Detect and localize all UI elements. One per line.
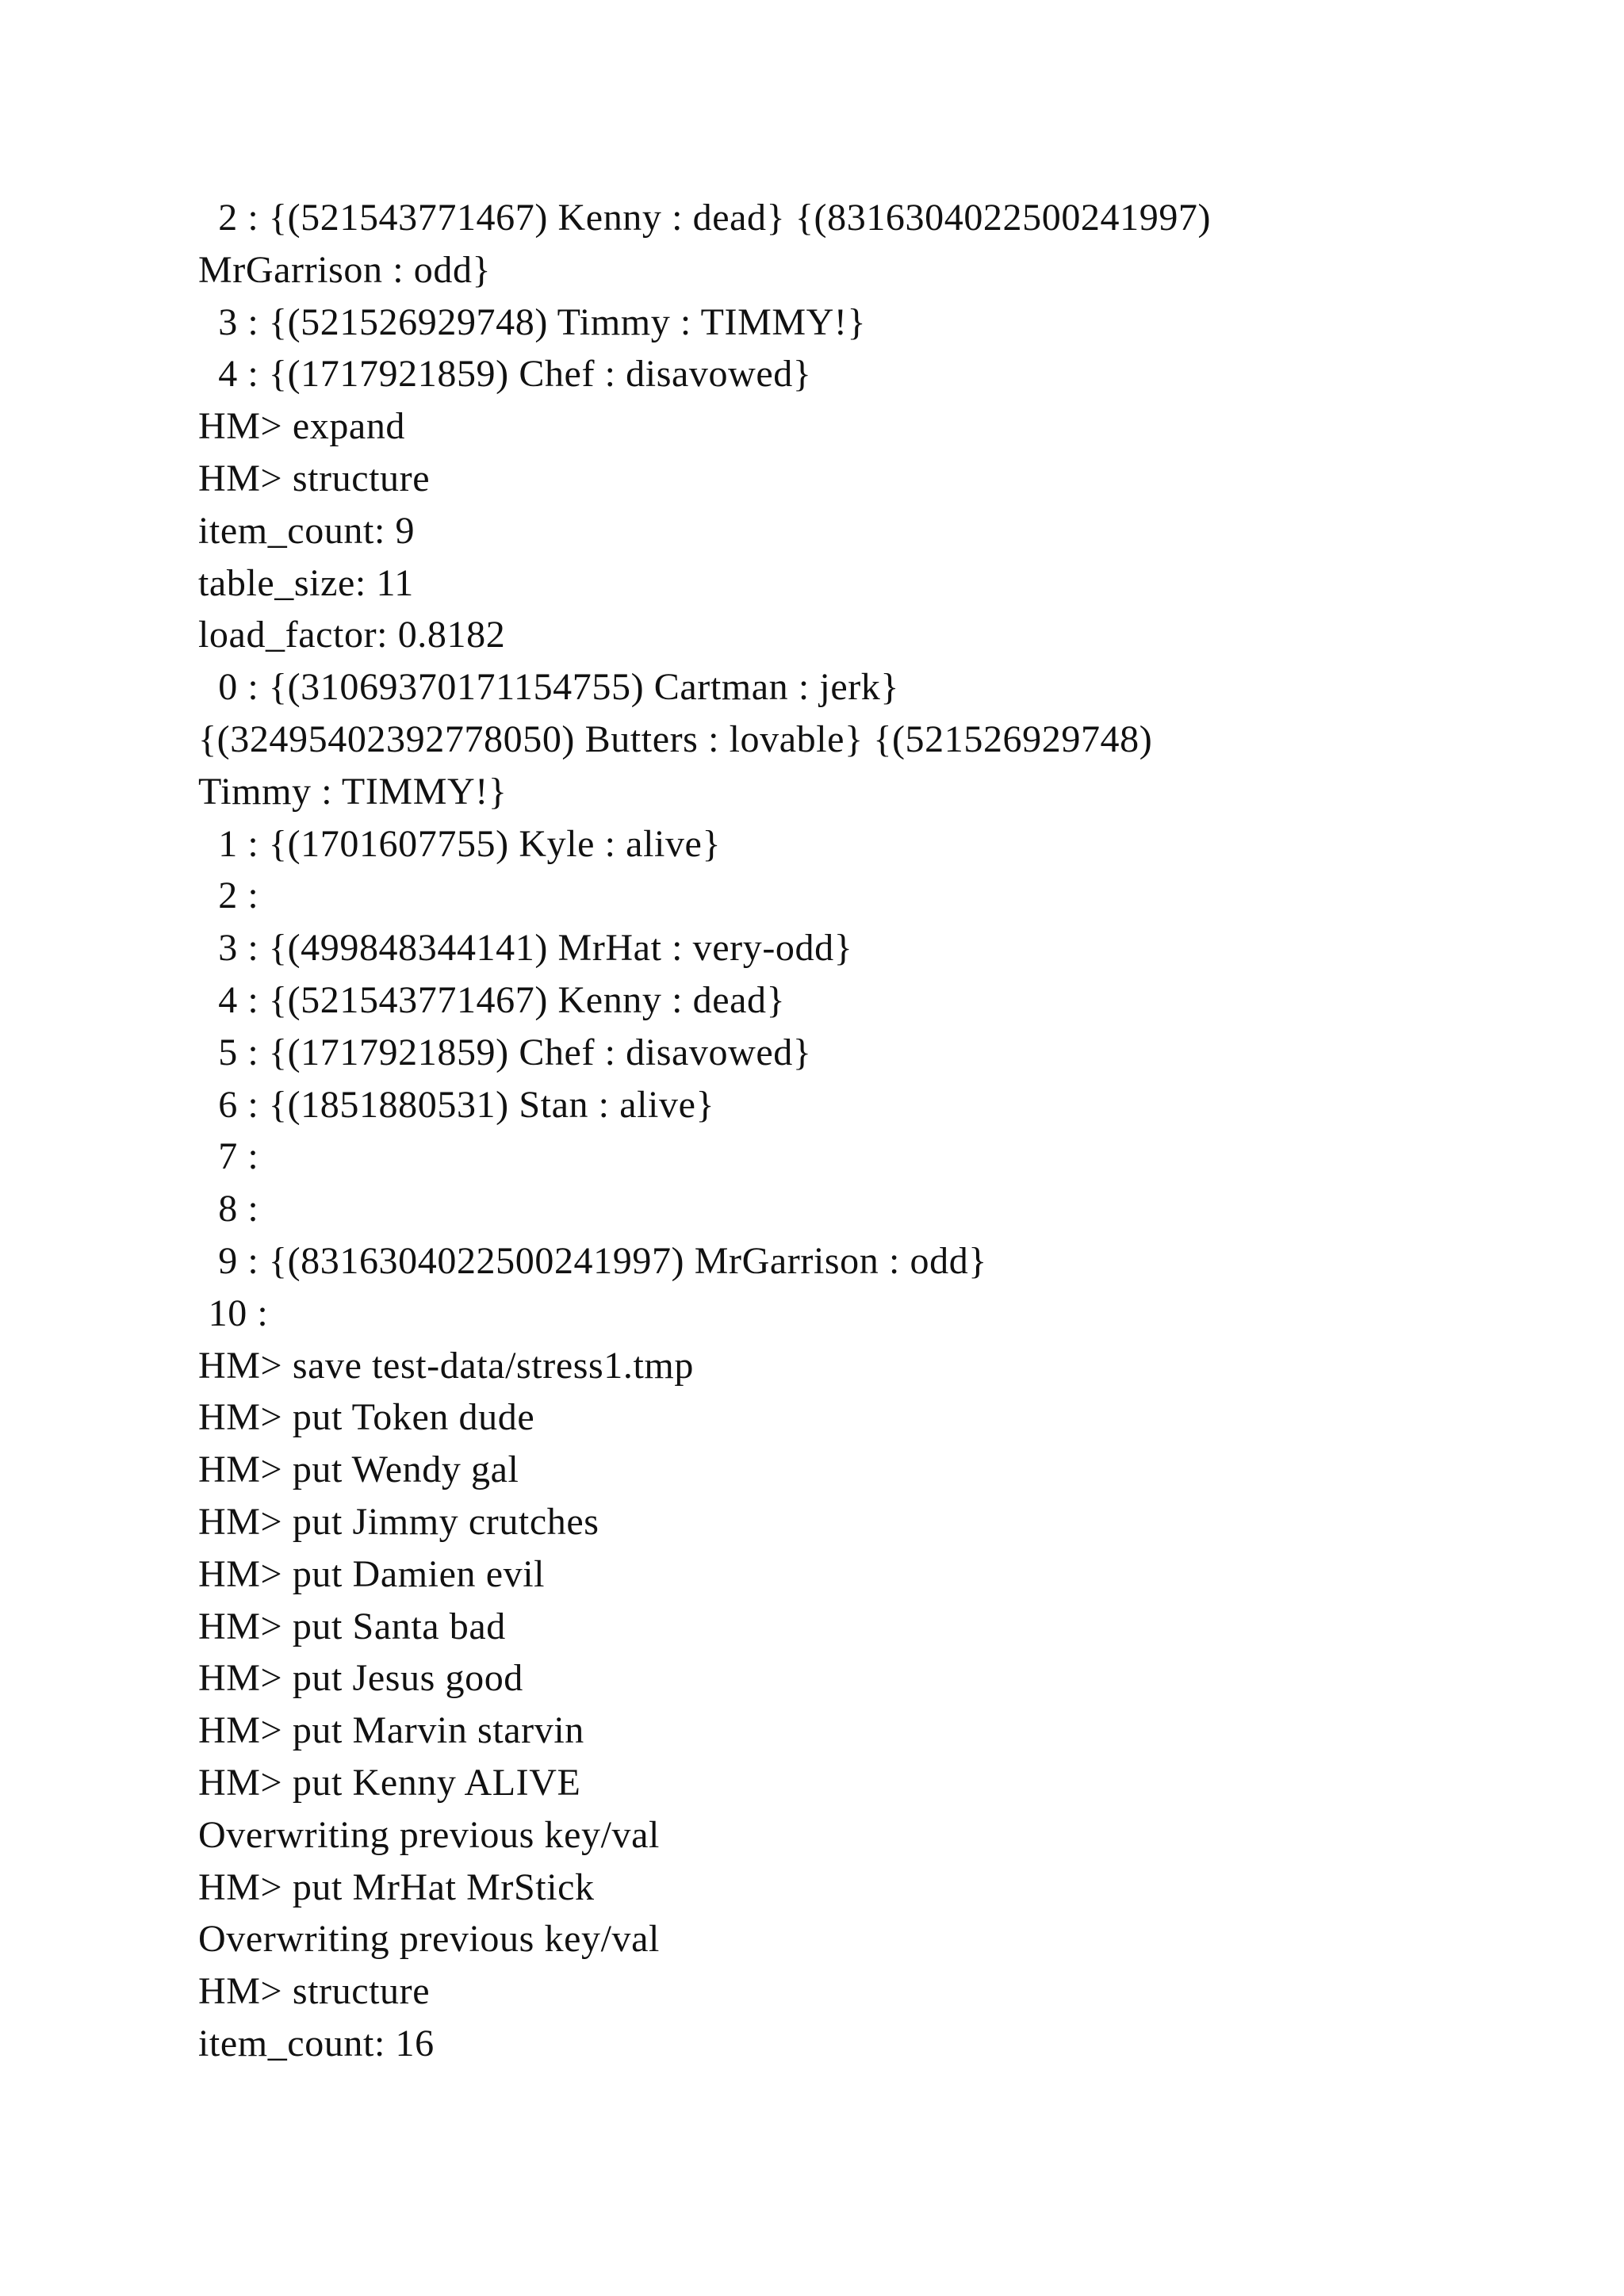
transcript-line: 6 : {(1851880531) Stan : alive}	[198, 1083, 715, 1126]
transcript-line: 4 : {(521543771467) Kenny : dead}	[198, 978, 786, 1021]
transcript-line: table_size: 11	[198, 561, 414, 604]
transcript-line: HM> put Token dude	[198, 1396, 535, 1439]
transcript-line: 5 : {(1717921859) Chef : disavowed}	[198, 1031, 812, 1073]
transcript-line: HM> put Jesus good	[198, 1657, 523, 1700]
transcript-line: 0 : {(3106937017115475​5) Cartman : jerk}	[198, 666, 900, 709]
transcript-line: 2 : {(521543771467) Kenny : dead} {(8316304022500241997)	[198, 197, 1212, 239]
transcript-line: 9 : {(8316304022500241997) MrGarrison : odd}	[198, 1239, 987, 1282]
transcript-line: HM> expand	[198, 405, 406, 448]
transcript-line: 4 : {(1717921859) Chef : disavowed}	[198, 353, 812, 396]
transcript-line: HM> put Marvin starvin	[198, 1709, 584, 1752]
transcript-line: HM> put Damien evil	[198, 1552, 546, 1595]
transcript-line: Timmy : TIMMY!}	[198, 770, 508, 813]
transcript-line: HM> put MrHat MrStick	[198, 1866, 595, 1908]
transcript-line: HM> put Santa bad	[198, 1605, 506, 1647]
terminal-transcript	[198, 192, 1546, 2070]
transcript-line: 3 : {(499848344141) MrHat : very-odd}	[198, 927, 853, 970]
transcript-line: load_factor: 0.8182	[198, 614, 506, 656]
transcript-line: Overwriting previous key/val	[198, 1918, 660, 1961]
transcript-line: Overwriting previous key/val	[198, 1813, 660, 1856]
transcript-line: 7 :	[198, 1135, 259, 1178]
transcript-line: 10 :	[198, 1292, 269, 1334]
transcript-line: 1 : {(1701607755) Kyle : alive}	[198, 822, 722, 865]
transcript-line: MrGarrison : odd}	[198, 248, 492, 291]
transcript-line: HM> save test-data/stress1.tmp	[198, 1344, 694, 1387]
transcript-line: HM> put Jimmy crutches	[198, 1500, 599, 1543]
transcript-line: {(32495402392778050) Butters : lovable} {(521526929748)	[198, 718, 1153, 760]
transcript-line: 8 :	[198, 1188, 259, 1230]
transcript-line: 3 : {(521526929748) Timmy : TIMMY!}	[198, 300, 867, 343]
transcript-line: item_count: 16	[198, 2022, 435, 2064]
transcript-line: HM> put Kenny ALIVE	[198, 1761, 581, 1804]
transcript-line: 2 :	[198, 874, 259, 917]
transcript-line: HM> structure	[198, 457, 431, 499]
transcript-line: HM> structure	[198, 1970, 431, 2013]
transcript-line: HM> put Wendy gal	[198, 1448, 519, 1491]
transcript-line: item_count: 9	[198, 509, 416, 552]
